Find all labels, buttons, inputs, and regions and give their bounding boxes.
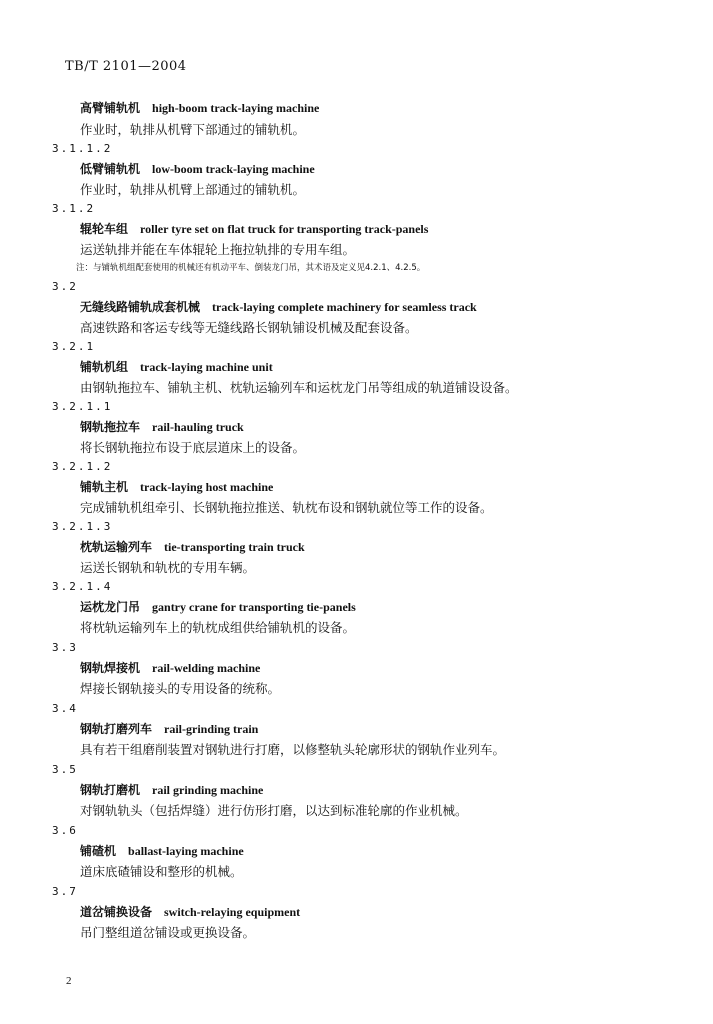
term-definition: 作业时，轨排从机臂下部通过的铺轨机。 xyxy=(80,122,306,137)
term-note: 注：与铺轨机组配套使用的机械还有机动平车、倒装龙门吊，其术语及定义见4.2.1、4.2.5。 xyxy=(76,263,426,273)
clause-number: 3.2.1 xyxy=(52,340,96,353)
clause-number: 3.1.2 xyxy=(52,202,96,215)
term-zh: 钢轨焊接机 xyxy=(80,661,141,675)
term-zh: 无缝线路铺轨成套机械 xyxy=(80,300,201,314)
term-en: track-laying machine unit xyxy=(140,360,273,374)
term-zh: 枕轨运输列车 xyxy=(80,540,153,554)
term-definition: 运送长钢轨和轨枕的专用车辆。 xyxy=(80,560,256,575)
term-zh: 道岔铺换设备 xyxy=(80,905,153,919)
term-heading xyxy=(80,99,319,116)
term-en: high-boom track-laying machine xyxy=(152,101,320,115)
term-definition: 高速铁路和客运专线等无缝线路长钢轨铺设机械及配套设备。 xyxy=(80,320,418,335)
term-heading xyxy=(80,418,244,435)
term-zh: 铺轨机组 xyxy=(80,360,129,374)
term-zh: 铺碴机 xyxy=(80,844,117,858)
term-heading xyxy=(80,358,273,375)
term-en: track-laying complete machinery for seamless track xyxy=(212,300,477,314)
term-en: tie-transporting train truck xyxy=(164,540,305,554)
term-en: rail-grinding train xyxy=(164,722,259,736)
term-en: roller tyre set on flat truck for transporting track-panels xyxy=(140,222,429,236)
term-en: low-boom track-laying machine xyxy=(152,162,315,176)
clause-number: 3.2.1.4 xyxy=(52,580,113,593)
term-heading xyxy=(80,842,244,859)
term-zh: 高臂铺轨机 xyxy=(80,101,141,115)
clause-number: 3.4 xyxy=(52,702,78,715)
clause-number: 3.7 xyxy=(52,885,78,898)
term-zh: 低臂铺轨机 xyxy=(80,162,141,176)
term-heading xyxy=(80,903,300,920)
term-en: rail-hauling truck xyxy=(152,420,244,434)
page-number: 2 xyxy=(66,975,72,987)
term-definition: 将长钢轨拖拉布设于底层道床上的设备。 xyxy=(80,440,306,455)
term-heading xyxy=(80,720,258,737)
term-definition: 道床底碴铺设和整形的机械。 xyxy=(80,864,243,879)
term-heading xyxy=(80,598,356,615)
term-heading xyxy=(80,298,477,315)
term-heading xyxy=(80,781,263,798)
term-en: track-laying host machine xyxy=(140,480,274,494)
term-zh: 运枕龙门吊 xyxy=(80,600,141,614)
term-en: gantry crane for transporting tie-panels xyxy=(152,600,356,614)
term-definition: 运送轨排并能在车体辊轮上拖拉轨排的专用车组。 xyxy=(80,242,356,257)
clause-number: 3.2 xyxy=(52,280,78,293)
clause-number: 3.6 xyxy=(52,824,78,837)
clause-number: 3.2.1.1 xyxy=(52,400,113,413)
term-definition: 由钢轨拖拉车、铺轨主机、枕轨运输列车和运枕龙门吊等组成的轨道铺设设备。 xyxy=(80,380,518,395)
term-heading xyxy=(80,659,260,676)
standard-header: TB/T 2101—2004 xyxy=(65,59,187,74)
term-en: rail grinding machine xyxy=(152,783,264,797)
clause-number: 3.1.1.2 xyxy=(52,142,113,155)
term-definition: 对钢轨轨头（包括焊缝）进行仿形打磨，以达到标准轮廓的作业机械。 xyxy=(80,803,468,818)
term-heading xyxy=(80,160,315,177)
term-definition: 完成铺轨机组牵引、长钢轨拖拉推送、轨枕布设和钢轨就位等工作的设备。 xyxy=(80,500,493,515)
term-zh: 钢轨打磨列车 xyxy=(80,722,153,736)
term-heading xyxy=(80,478,273,495)
term-definition: 具有若干组磨削装置对钢轨进行打磨，以修整轨头轮廓形状的钢轨作业列车。 xyxy=(80,742,506,757)
term-definition: 作业时，轨排从机臂上部通过的铺轨机。 xyxy=(80,182,306,197)
term-zh: 辊轮车组 xyxy=(80,222,129,236)
clause-number: 3.2.1.2 xyxy=(52,460,113,473)
term-heading xyxy=(80,538,305,555)
term-definition: 焊接长钢轨接头的专用设备的统称。 xyxy=(80,681,281,696)
clause-number: 3.5 xyxy=(52,763,78,776)
term-en: rail-welding machine xyxy=(152,661,261,675)
clause-number: 3.3 xyxy=(52,641,78,654)
clause-number: 3.2.1.3 xyxy=(52,520,113,533)
term-en: ballast-laying machine xyxy=(128,844,244,858)
term-en: switch-relaying equipment xyxy=(164,905,301,919)
term-definition: 吊门整组道岔铺设或更换设备。 xyxy=(80,925,256,940)
term-zh: 钢轨拖拉车 xyxy=(80,420,141,434)
term-zh: 铺轨主机 xyxy=(80,480,129,494)
term-zh: 钢轨打磨机 xyxy=(80,783,141,797)
term-heading xyxy=(80,220,428,237)
term-definition: 将枕轨运输列车上的轨枕成组供给铺轨机的设备。 xyxy=(80,620,356,635)
